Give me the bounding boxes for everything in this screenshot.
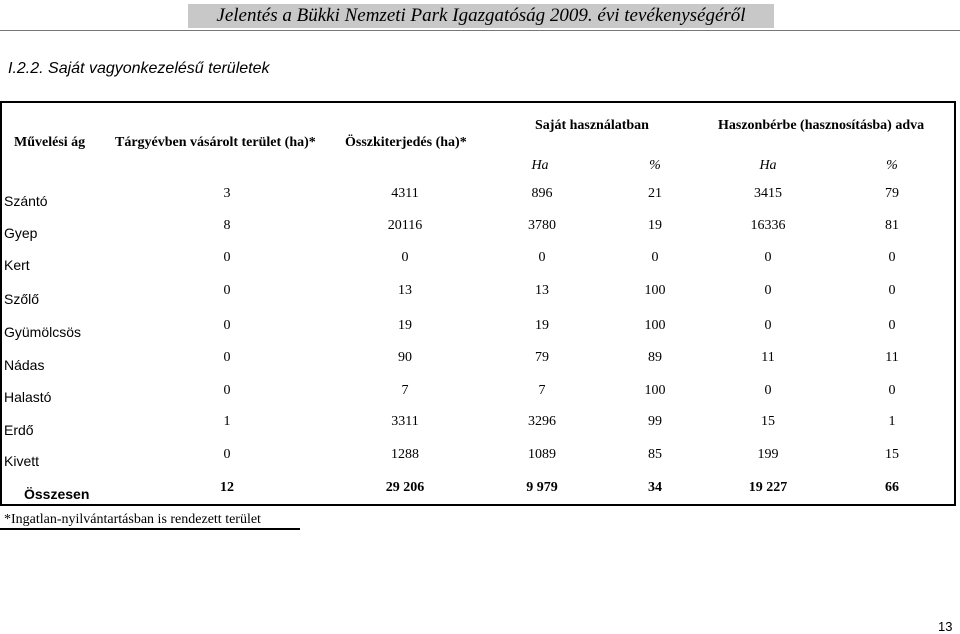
- table-cell: 79: [885, 186, 899, 201]
- row-label: Gyümölcsös: [4, 324, 82, 340]
- table-cell: 8: [223, 218, 231, 233]
- table-cell: 7: [401, 383, 409, 398]
- table-cell: 90: [398, 350, 412, 365]
- header-osszkiterjedes: Összkiterjedés (ha)*: [345, 135, 467, 150]
- table-cell: 3296: [528, 414, 556, 429]
- table-cell: 0: [764, 250, 772, 265]
- total-cell: 66: [885, 480, 899, 495]
- table-cell: 0: [538, 250, 546, 265]
- table-cell: 13: [535, 283, 549, 298]
- table-cell: 1288: [391, 447, 419, 462]
- header-sajat-hasznalatban: Saját használatban: [535, 118, 649, 133]
- table-cell: 99: [648, 414, 662, 429]
- table-cell: 0: [223, 383, 231, 398]
- table-cell: 0: [223, 350, 231, 365]
- table-cell: 3780: [528, 218, 556, 233]
- table-cell: 20116: [387, 218, 423, 233]
- row-label: Kert: [4, 257, 30, 273]
- subheader-haszon-pct: %: [886, 158, 898, 173]
- table-cell: 81: [885, 218, 899, 233]
- total-cell: 29 206: [385, 480, 425, 495]
- table-cell: 13: [398, 283, 412, 298]
- table-cell: 1: [223, 414, 231, 429]
- row-label: Kivett: [4, 453, 40, 469]
- table-cell: 100: [644, 283, 666, 298]
- subheader-sajat-ha: Ha: [531, 158, 549, 173]
- subheader-sajat-pct: %: [649, 158, 661, 173]
- table-cell: 0: [764, 318, 772, 333]
- table-cell: 1089: [528, 447, 556, 462]
- report-header: Jelentés a Bükki Nemzeti Park Igazgatóság 2009. évi tevékenységéről: [188, 4, 774, 28]
- table-cell: 0: [888, 318, 896, 333]
- table-cell: 896: [531, 186, 553, 201]
- table-cell: 19: [398, 318, 412, 333]
- table-cell: 79: [535, 350, 549, 365]
- table-cell: 3311: [391, 414, 419, 429]
- total-label: Összesen: [24, 486, 90, 502]
- table-cell: 0: [888, 283, 896, 298]
- row-label: Gyep: [4, 225, 38, 241]
- table-frame: [0, 101, 956, 506]
- table-cell: 0: [223, 283, 231, 298]
- row-label: Erdő: [4, 422, 34, 438]
- table-cell: 89: [648, 350, 662, 365]
- table-cell: 199: [757, 447, 779, 462]
- footnote-divider: [0, 528, 300, 530]
- table-cell: 19: [648, 218, 662, 233]
- table-cell: 0: [888, 383, 896, 398]
- table-cell: 0: [223, 318, 231, 333]
- header-haszonberbe: Haszonbérbe (hasznosításba) adva: [718, 118, 925, 133]
- table-cell: 19: [535, 318, 549, 333]
- table-cell: 1: [888, 414, 896, 429]
- row-label: Nádas: [4, 357, 45, 373]
- total-cell: 9 979: [526, 480, 558, 495]
- table-cell: 21: [648, 186, 662, 201]
- table-cell: 3: [223, 186, 231, 201]
- table-cell: 0: [888, 250, 896, 265]
- table-cell: 16336: [750, 218, 786, 233]
- table-cell: 11: [885, 350, 899, 365]
- total-cell: 19 227: [748, 480, 788, 495]
- table-cell: 0: [401, 250, 409, 265]
- table-cell: 0: [223, 447, 231, 462]
- row-label: Halastó: [4, 389, 52, 405]
- header-muvelesi-ag: Művelési ág: [14, 135, 86, 150]
- section-title: I.2.2. Saját vagyonkezelésű területek: [8, 60, 270, 77]
- table-cell: 100: [644, 318, 666, 333]
- table-cell: 0: [223, 250, 231, 265]
- table-cell: 0: [764, 383, 772, 398]
- table-cell: 85: [648, 447, 662, 462]
- subheader-haszon-ha: Ha: [759, 158, 777, 173]
- table-cell: 0: [764, 283, 772, 298]
- header-divider: [0, 30, 960, 31]
- table-cell: 15: [885, 447, 899, 462]
- row-label: Szántó: [4, 193, 48, 209]
- table-cell: 15: [761, 414, 775, 429]
- table-cell: 7: [538, 383, 546, 398]
- footnote: *Ingatlan-nyilvántartásban is rendezett terület: [4, 512, 261, 527]
- table-cell: 0: [651, 250, 659, 265]
- table-cell: 3415: [754, 186, 782, 201]
- table-cell: 11: [761, 350, 775, 365]
- table-cell: 4311: [391, 186, 419, 201]
- table-cell: 100: [644, 383, 666, 398]
- header-vasarolt: Tárgyévben vásárolt terület (ha)*: [115, 135, 316, 150]
- total-cell: 34: [648, 480, 662, 495]
- total-cell: 12: [220, 480, 234, 495]
- page-number: 13: [938, 619, 953, 634]
- row-label: Szőlő: [4, 291, 40, 307]
